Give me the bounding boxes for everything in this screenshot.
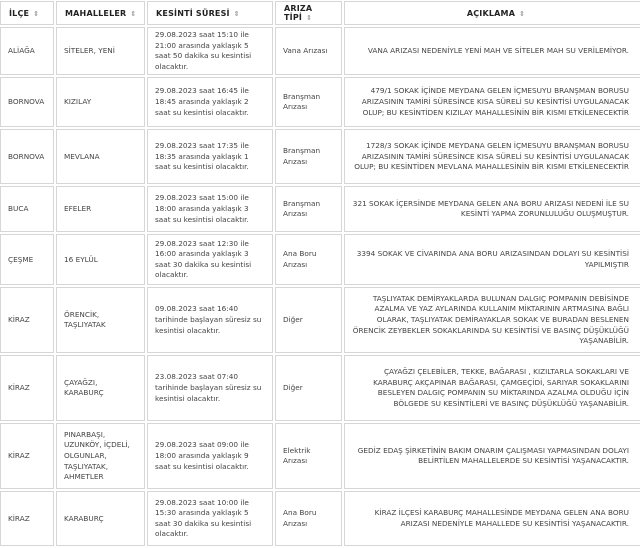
- cell-ilce: ÇEŞME: [0, 234, 54, 285]
- sort-icon[interactable]: ⇕: [306, 14, 313, 22]
- cell-kesinti-suresi: 23.08.2023 saat 07:40 tarihinde başlayan süresiz su kesintisi olacaktır.: [147, 355, 273, 421]
- cell-aciklama: GEDİZ EDAŞ ŞİRKETİNİN BAKIM ONARIM ÇALIŞMASI YAPMASINDAN DOLAYI BELİRTİLEN MAHALLELERDE SU KESİNTİSİ YAŞANACAKTIR.: [344, 423, 640, 489]
- cell-kesinti-suresi: 29.08.2023 saat 16:45 ile 18:45 arasında yaklaşık 2 saat su kesintisi olacaktır.: [147, 77, 273, 127]
- cell-ariza-tipi: Diğer: [275, 287, 342, 353]
- cell-ariza-tipi: Branşman Arızası: [275, 186, 342, 232]
- sort-icon[interactable]: ⇕: [233, 9, 240, 18]
- cell-kesinti-suresi: 29.08.2023 saat 15:00 ile 18:00 arasında yaklaşık 3 saat su kesintisi olacaktır.: [147, 186, 273, 232]
- cell-mahalleler: EFELER: [56, 186, 145, 232]
- cell-aciklama: TAŞLIYATAK DEMİRYAKLARDA BULUNAN DALGIÇ POMPANIN DEBİSİNDE AZALMA VE YAZ AYLARINDA KULLANIM MİKTARININ ARTMASINA BAĞLI OLARAK, TAŞLIYATAK DEMİRAYAKLAR SOKAK VE BURADAN BESLENEN ÖRENCİK ZEYBEKLER SOKAKLARINDA SU KESİNTİSİ VE BASINÇ DÜŞÜKLÜĞÜ YAŞANABİLİR.: [344, 287, 640, 353]
- sort-icon[interactable]: ⇕: [130, 9, 137, 18]
- cell-kesinti-suresi: 29.08.2023 saat 17:35 ile 18:35 arasında yaklaşık 1 saat su kesintisi olacaktır.: [147, 129, 273, 184]
- header-label: ARIZA TİPİ: [284, 4, 313, 22]
- cell-ariza-tipi: Branşman Arızası: [275, 129, 342, 184]
- cell-ilce: BORNOVA: [0, 77, 54, 127]
- cell-ariza-tipi: Vana Arızası: [275, 27, 342, 75]
- header-label: KESİNTİ SÜRESİ: [156, 8, 230, 18]
- cell-mahalleler: MEVLANA: [56, 129, 145, 184]
- table-header-row: [0, 1, 640, 25]
- cell-ilce: KİRAZ: [0, 491, 54, 546]
- cell-aciklama: VANA ARIZASI NEDENİYLE YENİ MAH VE SİTELER MAH SU VERİLEMİYOR.: [344, 27, 640, 75]
- table-row: [0, 423, 640, 489]
- cell-aciklama: ÇAYAĞZI ÇELEBİLER, TEKKE, BAĞARASI , KIZILTARLA SOKAKLARI VE KARABURÇ AKÇAPINAR BAĞARASI, ÇAMGEÇİDİ, SARIYAR SOKAKLARINI BESLEYEN DALGIÇ POMPANIN SU MİKTARINDA AZALMA OLDUĞU İÇİN BÖLGEDE SU KESİNTİLERİ VE BASINÇ DÜŞÜKLÜĞÜ YAŞANABİLİR.: [344, 355, 640, 421]
- cell-ilce: KİRAZ: [0, 287, 54, 353]
- cell-ariza-tipi: Elektrik Arızası: [275, 423, 342, 489]
- cell-aciklama: 3394 SOKAK VE CİVARINDA ANA BORU ARIZASINDAN DOLAYI SU KESİNTİSİ YAPILMIŞTIR: [344, 234, 640, 285]
- cell-ilce: KİRAZ: [0, 355, 54, 421]
- cell-kesinti-suresi: 29.08.2023 saat 12:30 ile 16:00 arasında yaklaşık 3 saat 30 dakika su kesintisi olacaktır.: [147, 234, 273, 285]
- column-header-ilce[interactable]: [0, 1, 54, 25]
- table-row: [0, 27, 640, 75]
- cell-mahalleler: KARABURÇ: [56, 491, 145, 546]
- table-row: [0, 186, 640, 232]
- column-header-mahalleler[interactable]: [56, 1, 145, 25]
- table-row: [0, 287, 640, 353]
- cell-kesinti-suresi: 29.08.2023 saat 09:00 ile 18:00 arasında yaklaşık 9 saat su kesintisi olacaktır.: [147, 423, 273, 489]
- cell-ariza-tipi: Branşman Arızası: [275, 77, 342, 127]
- table-row: [0, 77, 640, 127]
- cell-mahalleler: ÇAYAĞZI, KARABURÇ: [56, 355, 145, 421]
- table-row: [0, 491, 640, 546]
- header-label: AÇIKLAMA: [466, 8, 516, 18]
- cell-ilce: BORNOVA: [0, 129, 54, 184]
- cell-mahalleler: SİTELER, YENİ: [56, 27, 145, 75]
- cell-ilce: KİRAZ: [0, 423, 54, 489]
- table-row: [0, 129, 640, 184]
- table-row: [0, 355, 640, 421]
- cell-ariza-tipi: Ana Boru Arızası: [275, 234, 342, 285]
- cell-aciklama: 321 SOKAK İÇERSİNDE MEYDANA GELEN ANA BORU ARIZASI NEDENİ İLE SU KESİNTİ YAPMA ZORUNLULUĞU OLUŞMUŞTUR.: [344, 186, 640, 232]
- cell-mahalleler: ÖRENCİK, TAŞLIYATAK: [56, 287, 145, 353]
- header-label: MAHALLELER: [65, 8, 127, 18]
- cell-aciklama: 1728/3 SOKAK İÇİNDE MEYDANA GELEN İÇMESUYU BRANŞMAN BORUSU ARIZASININ TAMİRİ SÜRESİNCE KISA SÜRELİ SU KESİNTİSİ UYGULANACAK OLUP; BU KESİNTİDEN MEVLANA MAHALLESİNİN BİR KISMI ETKİLENECEKTİR: [344, 129, 640, 184]
- cell-mahalleler: PINARBAŞI, UZUNKÖY, İÇDELİ, OLGUNLAR, TAŞLIYATAK, AHMETLER: [56, 423, 145, 489]
- column-header-ariza-tipi[interactable]: [275, 1, 342, 25]
- header-label: İLÇE: [9, 8, 30, 18]
- cell-ilce: BUCA: [0, 186, 54, 232]
- cell-mahalleler: KIZILAY: [56, 77, 145, 127]
- cell-kesinti-suresi: 29.08.2023 saat 15:10 ile 21:00 arasında yaklaşık 5 saat 50 dakika su kesintisi olacaktır.: [147, 27, 273, 75]
- cell-ariza-tipi: Ana Boru Arızası: [275, 491, 342, 546]
- sort-icon[interactable]: ⇕: [519, 9, 526, 18]
- cell-kesinti-suresi: 29.08.2023 saat 10:00 ile 15:30 arasında yaklaşık 5 saat 30 dakika su kesintisi olacaktır.: [147, 491, 273, 546]
- table-row: [0, 234, 640, 285]
- cell-kesinti-suresi: 09.08.2023 saat 16:40 tarihinde başlayan süresiz su kesintisi olacaktır.: [147, 287, 273, 353]
- cell-mahalleler: 16 EYLÜL: [56, 234, 145, 285]
- cell-ariza-tipi: Diğer: [275, 355, 342, 421]
- cell-ilce: ALİAĞA: [0, 27, 54, 75]
- cell-aciklama: KİRAZ İLÇESİ KARABURÇ MAHALLESİNDE MEYDANA GELEN ANA BORU ARIZASI NEDENİYLE MAHALLEDE SU KESİNTİSİ YAŞANACAKTIR.: [344, 491, 640, 546]
- column-header-kesinti-suresi[interactable]: [147, 1, 273, 25]
- cell-aciklama: 479/1 SOKAK İÇİNDE MEYDANA GELEN İÇMESUYU BRANŞMAN BORUSU ARIZASININ TAMİRİ SÜRESİNCE KISA SÜRELİ SU KESİNTİSİ UYGULANACAK OLUP; BU KESİNTİDEN KIZILAY MAHALLESİNİN BİR KISMI ETKİLENECEKTİR: [344, 77, 640, 127]
- column-header-aciklama[interactable]: [344, 1, 640, 25]
- sort-icon[interactable]: ⇕: [33, 9, 40, 18]
